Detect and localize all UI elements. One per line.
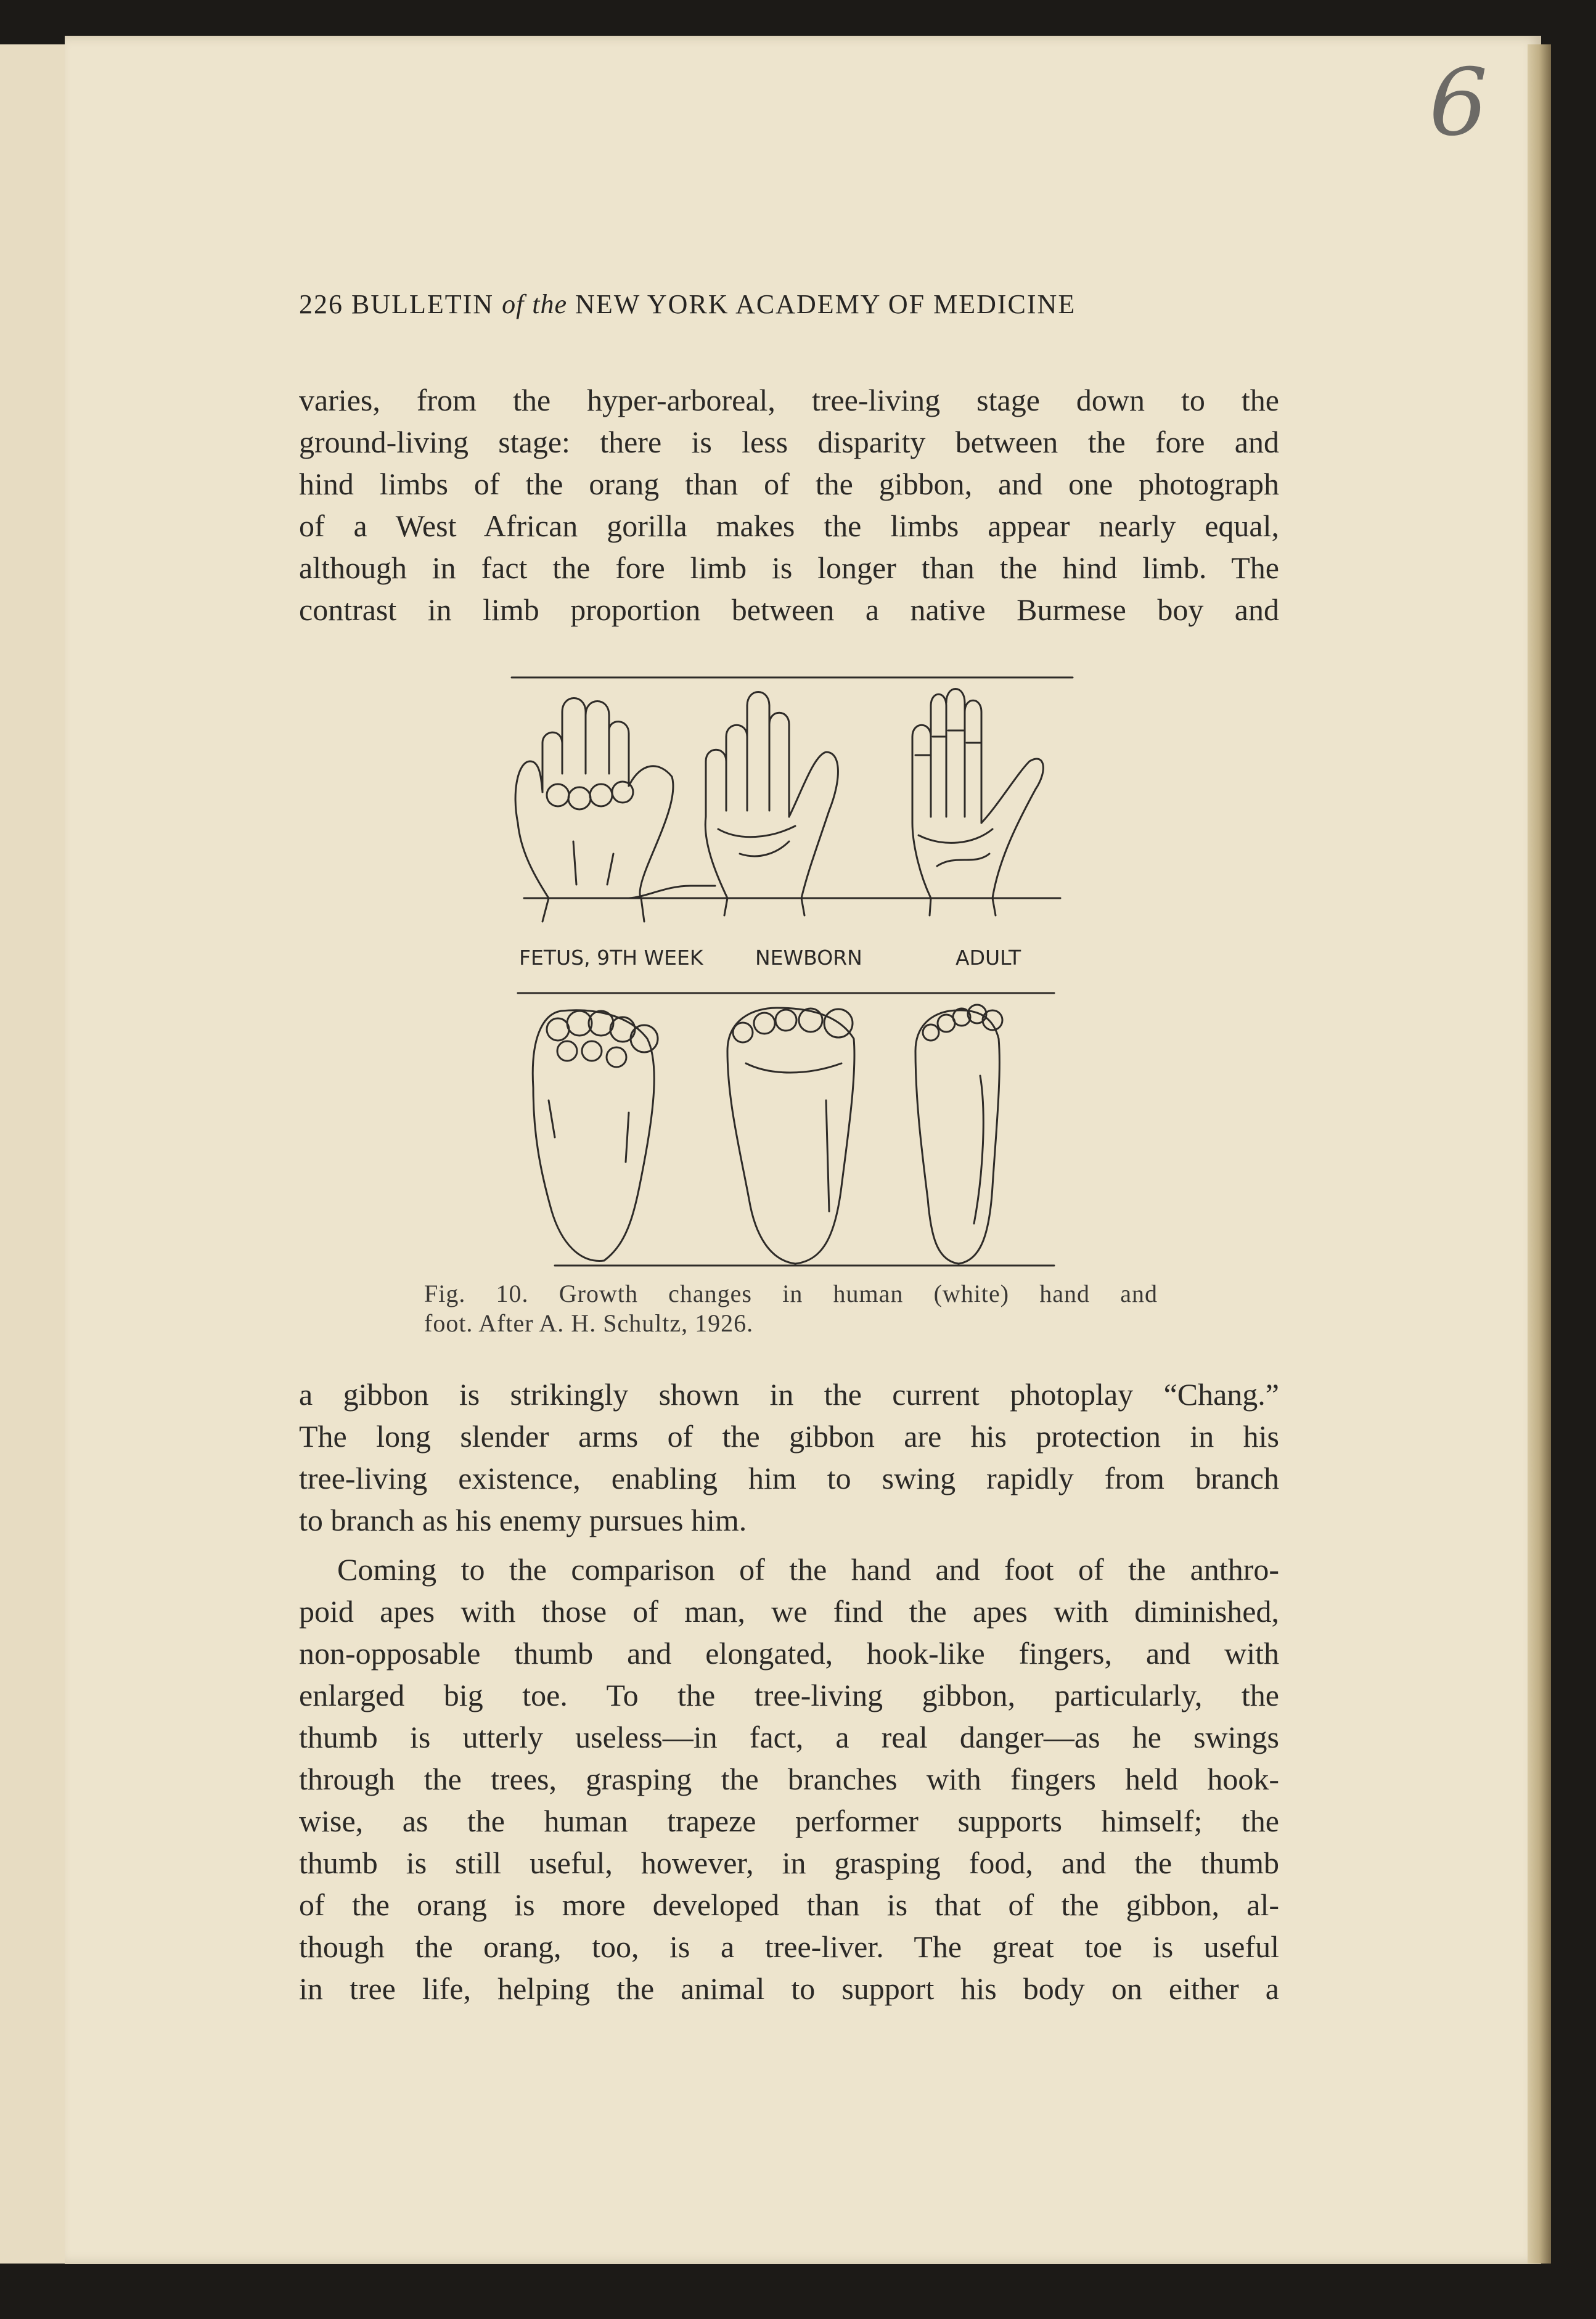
text-line: of a West African gorilla makes the limbs appear nearly equal,	[299, 509, 1279, 543]
text-line: a gibbon is strikingly shown in the current photoplay “Chang.”	[299, 1377, 1279, 1412]
adult-foot-drawing	[915, 1005, 1002, 1264]
text-line: though the orang, too, is a tree-liver. The great toe is useful	[299, 1929, 1279, 1964]
text-line: contrast in limb proportion between a native Burmese boy and	[299, 592, 1279, 627]
text-line: of the orang is more developed than is that of the gibbon, al-	[299, 1888, 1279, 1922]
text-line: poid apes with those of man, we find the apes with diminished,	[299, 1594, 1279, 1629]
caption-line: Fig. 10. Growth changes in human (white) hand and	[424, 1280, 1158, 1307]
page-number: 226	[299, 289, 343, 319]
figure-caption	[424, 1279, 1158, 1338]
text-line: varies, from the hyper-arboreal, tree-living stage down to the	[299, 383, 1279, 417]
header-title-start: BULLETIN	[351, 289, 494, 319]
text-line: wise, as the human trapeze performer supports himself; the	[299, 1804, 1279, 1838]
text-line: non-opposable thumb and elongated, hook-like fingers, and with	[299, 1636, 1279, 1671]
header-title-of: of	[502, 289, 525, 319]
label-adult: ADULT	[956, 946, 1021, 970]
paragraph-1	[299, 379, 1279, 631]
text-line: in tree life, helping the animal to support his body on either a	[299, 1971, 1279, 2006]
fetus-hand-drawing	[515, 698, 673, 922]
paragraph-2	[299, 1373, 1279, 1541]
header-title-the: the	[532, 289, 568, 319]
text-line: although in fact the fore limb is longer than the hind limb. The	[299, 550, 1279, 585]
previous-page-edge	[0, 44, 75, 2264]
text-line: Coming to the comparison of the hand and foot of the anthro-	[337, 1552, 1279, 1587]
text-line: thumb is still useful, however, in grasping food, and the thumb	[299, 1846, 1279, 1880]
caption-line: foot. After A. H. Schultz, 1926.	[424, 1309, 754, 1337]
running-header	[299, 288, 1076, 320]
page-stack-edge	[1528, 44, 1551, 2264]
header-title-end: NEW YORK ACADEMY OF MEDICINE	[575, 289, 1076, 319]
text-line: through the trees, grasping the branches with fingers held hook-	[299, 1762, 1279, 1796]
figure-hands-feet	[505, 669, 1079, 1279]
newborn-foot-drawing	[727, 1008, 854, 1264]
text-line: hind limbs of the orang than of the gibbon, and one photograph	[299, 467, 1279, 501]
text-line: thumb is utterly useless—in fact, a real danger—as he swings	[299, 1720, 1279, 1754]
fetus-foot-drawing	[533, 1010, 658, 1261]
text-line: The long slender arms of the gibbon are his protection in his	[299, 1419, 1279, 1454]
label-newborn: NEWBORN	[755, 946, 862, 970]
adult-hand-drawing	[912, 689, 1043, 916]
text-line: ground-living stage: there is less disparity between the fore and	[299, 425, 1279, 459]
paragraph-3	[299, 1548, 1279, 2010]
text-line: tree-living existence, enabling him to swing rapidly from branch	[299, 1461, 1279, 1495]
text-line: enlarged big toe. To the tree-living gibbon, particularly, the	[299, 1678, 1279, 1712]
newborn-hand-drawing	[629, 692, 838, 916]
handwritten-page-number: 6	[1429, 49, 1488, 157]
figure-drawing	[505, 669, 1079, 1279]
label-fetus: FETUS, 9TH WEEK	[519, 946, 703, 970]
text-line: to branch as his enemy pursues him.	[299, 1503, 747, 1537]
